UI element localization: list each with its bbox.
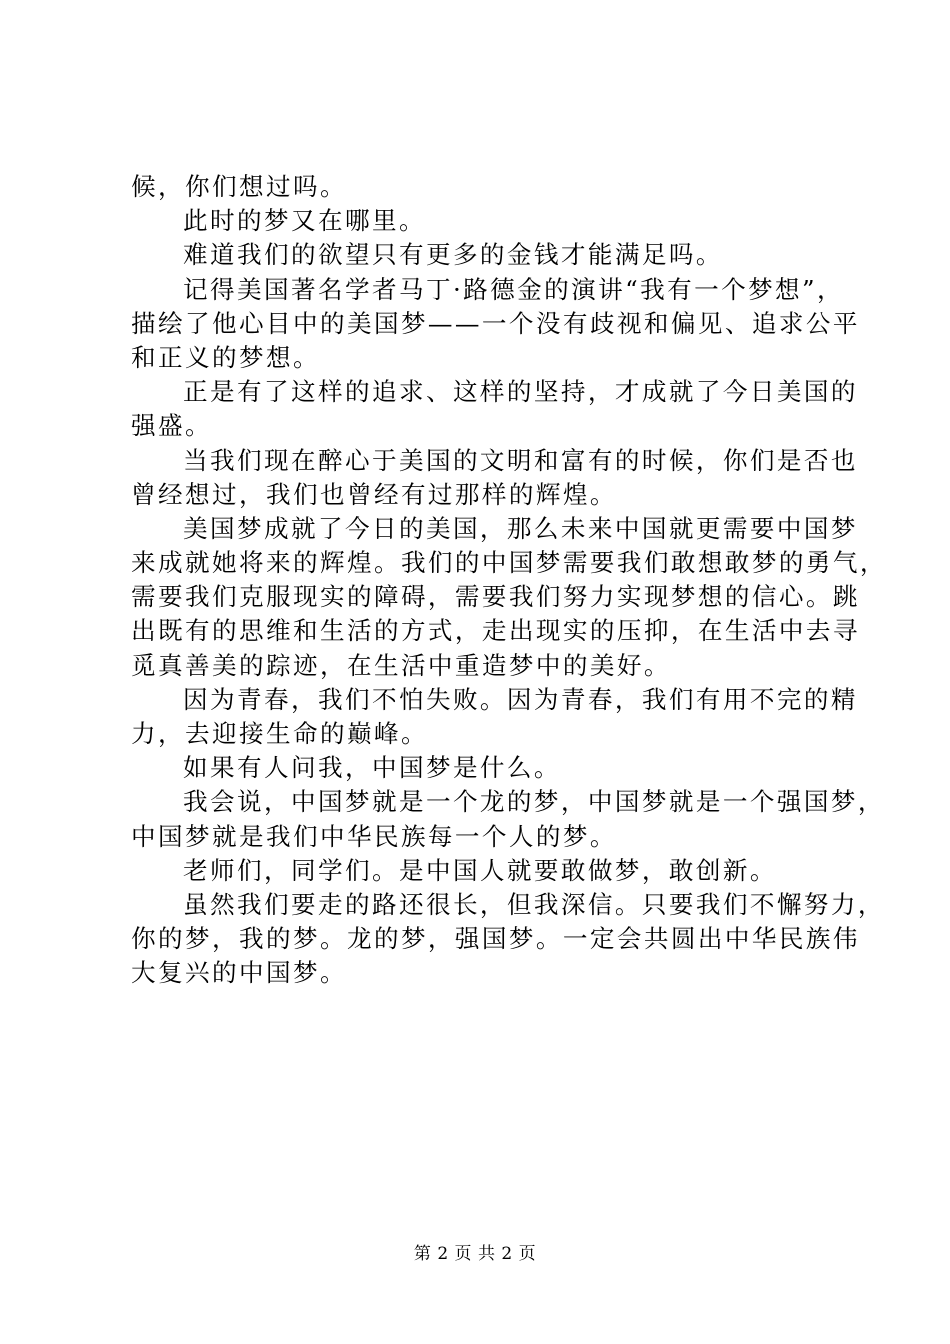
text-line: 正是有了这样的追求、这样的坚持，才成就了今日美国的	[183, 377, 858, 407]
text-line: 如果有人问我，中国梦是什么。	[183, 753, 561, 783]
text-line: 大复兴的中国梦。	[131, 958, 347, 988]
body-text	[131, 170, 887, 991]
text-line: 你的梦，我的梦。龙的梦，强国梦。一定会共圆出中华民族伟	[131, 924, 860, 954]
text-line: 来成就她将来的辉煌。我们的中国梦需要我们敢想敢梦的勇气，	[131, 548, 887, 578]
text-line: 强盛。	[131, 411, 212, 441]
text-line: 老师们，同学们。是中国人就要敢做梦，敢创新。	[183, 855, 777, 885]
text-line: 出既有的思维和生活的方式，走出现实的压抑，在生活中去寻	[131, 616, 860, 646]
text-line: 当我们现在醉心于美国的文明和富有的时候，你们是否也	[183, 445, 858, 475]
text-line: 此时的梦又在哪里。	[183, 206, 426, 236]
text-line: 和正义的梦想。	[131, 342, 320, 372]
text-line: 需要我们克服现实的障碍，需要我们努力实现梦想的信心。跳	[131, 582, 860, 612]
page-number-footer: 第 2 页 共 2 页	[413, 1244, 537, 1264]
text-line: 虽然我们要走的路还很长，但我深信。只要我们不懈努力，	[183, 889, 885, 919]
text-line: 描绘了他心目中的美国梦——一个没有歧视和偏见、追求公平	[131, 308, 860, 338]
text-line: 记得美国著名学者马丁·路德金的演讲“我有一个梦想”，	[183, 274, 845, 304]
text-line: 我会说，中国梦就是一个龙的梦，中国梦就是一个强国梦，	[183, 787, 885, 817]
text-line: 觅真善美的踪迹，在生活中重造梦中的美好。	[131, 650, 671, 680]
text-line: 候，你们想过吗。	[131, 172, 347, 201]
text-line: 曾经想过，我们也曾经有过那样的辉煌。	[131, 479, 617, 509]
text-line: 力，去迎接生命的巅峰。	[131, 719, 428, 748]
text-line: 美国梦成就了今日的美国，那么未来中国就更需要中国梦	[183, 513, 858, 543]
text-line: 中国梦就是我们中华民族每一个人的梦。	[131, 821, 617, 851]
text-line: 难道我们的欲望只有更多的金钱才能满足吗。	[183, 240, 723, 270]
text-line: 因为青春，我们不怕失败。因为青春，我们有用不完的精	[183, 684, 858, 714]
